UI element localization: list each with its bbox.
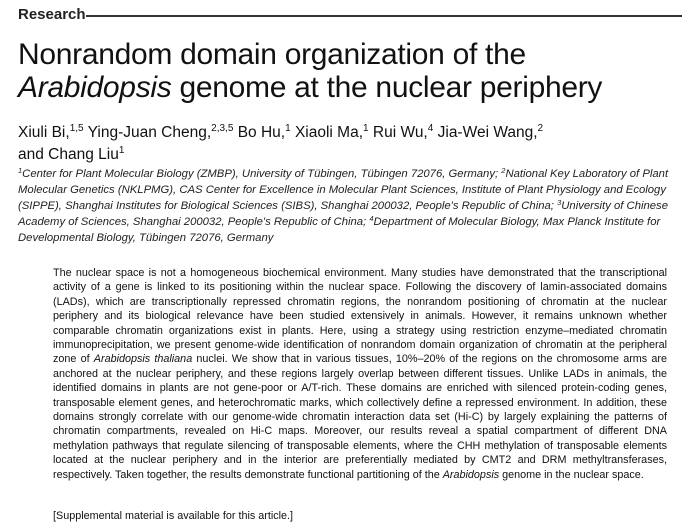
affiliation-marker: 2: [501, 166, 506, 175]
author-affiliation-marker: 1: [118, 145, 125, 156]
abstract: [53, 266, 667, 482]
affiliation-list: [18, 166, 670, 246]
affiliation-marker: 3: [557, 198, 562, 207]
section-label: Research: [18, 6, 86, 23]
abstract-text: nuclei. We show that in various tissues, 10%–20% of the regions on the chromosome arms are anchored at the nuclear periphery, and these regions largely overlap between different tissues. Unlike LADs in animals, the identified domains in plants are not gene-poor or A/T-rich. These domains are enriched with silenced protein-coding genes, transposable element genes, and heterochromatic marks, which collectively define a repressed environment. In addition, these domains strongly correlate with our genome-wide chromatin interaction data set (Hi-C) by largely explaining the patterns of chromatin compartments, revealed on Hi-C maps. Moreover, our results reveal a spatial compartment of different DNA methylation pathways that regulate silencing of transposable elements, where the CHH methylation of transposable elements located at the nuclear periphery and in the interior are preferentially mediated by CMT2 and DRM methyltransferases, respectively. Taken together, the results demonstrate functional partitioning of the: [53, 353, 667, 481]
author-affiliation-marker: 1: [363, 123, 369, 134]
article-title: [18, 38, 668, 104]
author-affiliation-marker: 1,5: [69, 123, 84, 134]
author-name: and Chang Liu: [18, 146, 119, 163]
author-affiliation-marker: 4: [427, 123, 434, 134]
author-affiliation-marker: 2,3,5: [211, 123, 234, 134]
abstract-italic-genus: Arabidopsis: [442, 468, 500, 481]
abstract-text: genome in the nuclear space.: [499, 468, 644, 481]
title-part-2: genome at the nuclear periphery: [171, 71, 603, 104]
affiliation-text: National Key Laboratory of Plant Molecular Genetics (NKLPMG), CAS Center for Excellence in Molecular Plant Sciences, Institute of Plant Physiology and Ecology (SIPPE), Shanghai Institutes for Biological Sciences (SIBS), Shanghai 200032, People's Republic of China;: [18, 168, 669, 212]
author-name: Ying-Juan Cheng,: [83, 124, 212, 141]
author-name: Xiuli Bi,: [18, 124, 70, 141]
affiliation-text: Center for Plant Molecular Biology (ZMBP), University of Tübingen, Tübingen 72076, Germany;: [22, 168, 502, 180]
author-name: Jia-Wei Wang,: [433, 124, 538, 141]
section-rule: [86, 15, 682, 17]
author-name: Rui Wu,: [368, 124, 428, 141]
abstract-text: The nuclear space is not a homogeneous biochemical environment. Many studies have demonstrated that the transcriptional activity of a gene is linked to its positioning within the nuclear space. Following the discovery of lamin-associated domains (LADs), which are transcriptionally repressed chromatin regions, the nonrandom positioning of chromatin at the nuclear periphery and its biological relevance have been studied extensively in animals. However, it remains unknown whether comparable chromatin organizations exist in plants. Here, using a strategy using restriction enzyme–mediated chromatin immunoprecipitation, we present genome-wide identification of nonrandom domain organization of chromatin at the peripheral zone of: [53, 267, 667, 366]
title-italic: Arabidopsis: [18, 71, 172, 104]
affiliation-text: University of Chinese Academy of Sciences, Shanghai 200032, People's Republic of China;: [18, 200, 668, 228]
affiliation-text: Department of Molecular Biology, Max Planck Institute for Developmental Biology, Tübingen 72076, Germany: [18, 216, 661, 244]
author-affiliation-marker: 1: [285, 123, 291, 134]
title-part-1: Nonrandom domain organization of the: [18, 38, 526, 71]
author-name: Xiaoli Ma,: [290, 124, 364, 141]
affiliation-marker: 4: [369, 214, 374, 223]
supplemental-note: [Supplemental material is available for this article.]: [53, 510, 294, 522]
section-header: [18, 4, 682, 24]
abstract-italic-species: Arabidopsis thaliana: [93, 353, 193, 366]
affiliation-marker: 1: [18, 166, 23, 175]
author-affiliation-marker: 2: [537, 123, 544, 134]
author-name: Bo Hu,: [233, 124, 286, 141]
author-list: [18, 122, 658, 166]
